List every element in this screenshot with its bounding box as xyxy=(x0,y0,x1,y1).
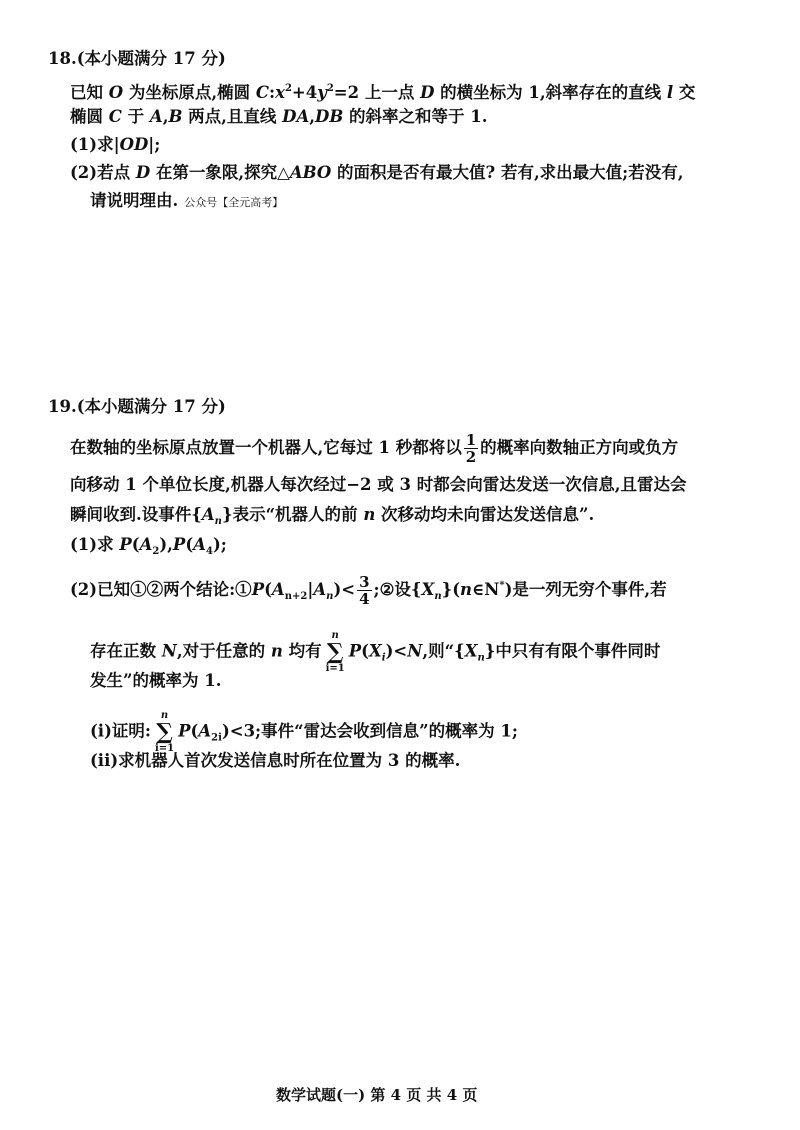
q18-part-2: (2)若点 D 在第一象限,探究△ABO 的面积是否有最大值? 若有,求出最大值;若没有, xyxy=(70,163,684,182)
fraction-one-half: $\frac{1}{2}$ xyxy=(465,431,477,466)
summation-symbol: n ∑ i=1 xyxy=(154,710,175,754)
page-footer: 数学试题(一) 第 4 页 共 4 页 xyxy=(276,1086,478,1104)
fraction-three-quarters: $\frac{3}{4}$ xyxy=(359,573,370,608)
q19-line-1: 在数轴的坐标原点放置一个机器人,它每过 1 秒都将以 $\frac{1}{2}$ 的概率向数轴正方向或负方 xyxy=(70,431,679,466)
q18-part-1: (1)求|OD|; xyxy=(70,135,161,154)
q18-line-1: 已知 O 为坐标原点,椭圆 $C:x^2+4y^2=2$ 上一点 D 的横坐标为 1,斜率存在的直线 l 交 xyxy=(70,83,696,102)
q19-part-2-cont: 存在正数 N,对于任意的 n 均有 n ∑ i=1 $P(X_i)<N$,则“$\{X_n\}$中只有有限个事件同时 xyxy=(90,630,661,674)
q19-part-2-i: (i)证明: n ∑ i=1 $P(A_{2i})<3$;事件“雷达会收到信息”的概率为 1; xyxy=(90,710,518,754)
q18-line-2: 椭圆 C 于 A,B 两点,且直线 DA,DB 的斜率之和等于 1. xyxy=(70,107,488,126)
q19-part-2-ii: (ii)求机器人首次发送信息时所在位置为 3 的概率. xyxy=(90,751,461,770)
watermark-text: 公众号【全元高考】 xyxy=(184,196,284,209)
q19-part-1: (1)求 $P(A_2),P(A_4)$; xyxy=(70,535,227,557)
q18-part-2-cont: 请说明理由. 公众号【全元高考】 xyxy=(90,191,284,210)
q19-header: 19.(本小题满分 17 分) xyxy=(48,397,226,416)
q19-part-2-cont-2: 发生”的概率为 1. xyxy=(90,671,222,690)
q19-line-2: 向移动 1 个单位长度,机器人每次经过−2 或 3 时都会向雷达发送一次信息,且雷达会 xyxy=(70,475,687,494)
q19-part-2: (2)已知①②两个结论$:①P(A_{n+2}|A_n)<$ $\frac{3}{4}$ ;②设$\{X_n\}(n\in N^*)$是一列无穷个事件,若 xyxy=(70,573,667,608)
q18-header: 18.(本小题满分 17 分) xyxy=(48,49,226,68)
q19-line-3: 瞬间收到.设事件$\{A_n\}$表示“机器人的前 n 次移动均未向雷达发送信息”. xyxy=(70,505,595,527)
summation-symbol: n ∑ i=1 xyxy=(325,630,345,674)
